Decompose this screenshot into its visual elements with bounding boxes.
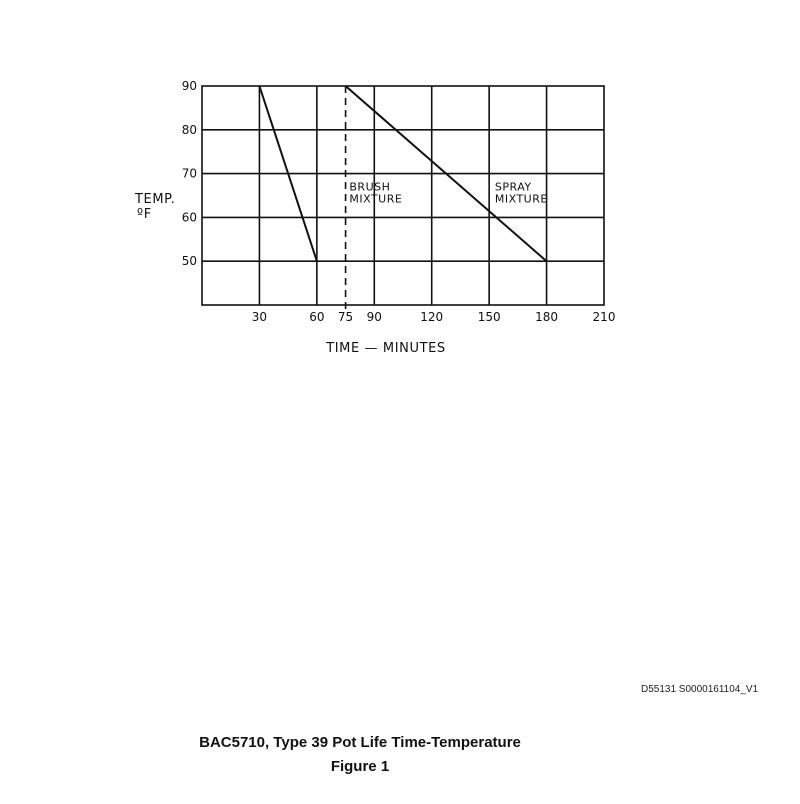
y-tick-label: 60 — [181, 210, 197, 225]
y-axis-label-line2: ºF — [137, 207, 152, 222]
annotations — [349, 180, 547, 205]
y-tick-label: 50 — [181, 254, 197, 269]
annotation-text: SPRAY — [494, 180, 532, 194]
x-tick-label: 60 — [309, 310, 325, 324]
document-code: D55131 S0000161104_V1 — [641, 684, 759, 695]
annotation-text: MIXTURE — [349, 192, 403, 206]
annotation-text: BRUSH — [349, 180, 391, 194]
x-tick-label: 90 — [366, 310, 382, 324]
x-axis-label: TIME — MINUTES — [326, 341, 446, 356]
y-axis-label-line1: TEMP. — [135, 192, 176, 207]
x-tick-label: 180 — [535, 310, 559, 324]
figure-caption: BAC5710, Type 39 Pot Life Time-Temperature — [199, 734, 521, 751]
x-tick-label: 75 — [337, 310, 354, 324]
y-tick-label: 90 — [181, 79, 197, 93]
figure-number: Figure 1 — [330, 758, 390, 775]
x-tick-label: 30 — [251, 310, 268, 324]
y-tick-label: 80 — [181, 122, 197, 137]
x-tick-label: 210 — [592, 310, 616, 324]
x-tick-label: 120 — [420, 310, 444, 324]
x-tick-label: 150 — [477, 310, 501, 324]
annotation-text: MIXTURE — [494, 192, 548, 206]
y-tick-label: 70 — [181, 166, 197, 181]
